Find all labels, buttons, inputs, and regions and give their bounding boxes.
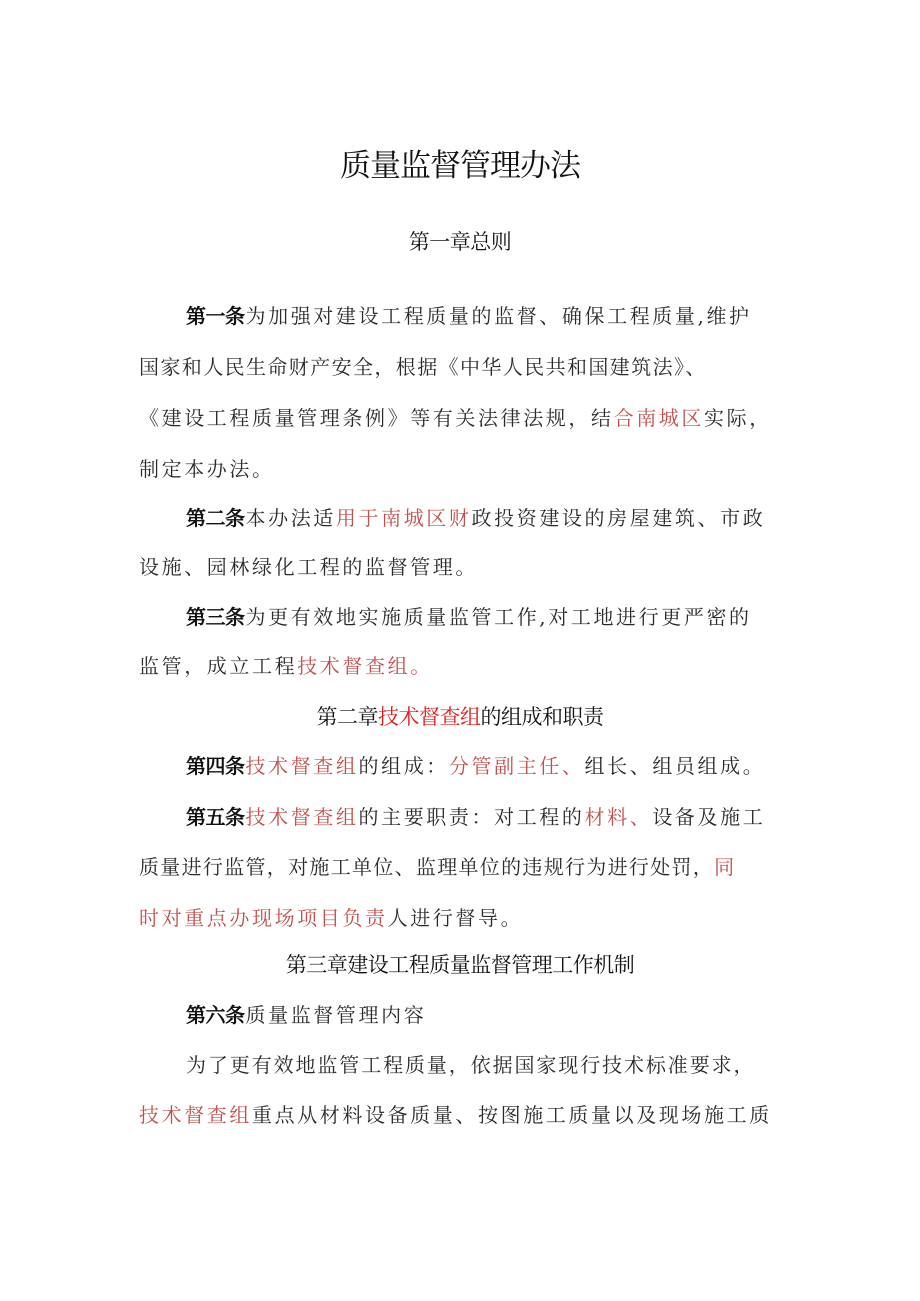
highlight-tech-group: 技术督查组。: [297, 654, 433, 678]
article-3-label: 第三条: [186, 605, 245, 629]
article-4-line-1: 第四条技术督查组的组成：分管副主任、组长、组员组成。: [186, 754, 766, 778]
article-1-line-2: 国家和人民生命财产安全，根据《中华人民共和国建筑法》、: [139, 355, 707, 379]
article-4-label: 第四条: [186, 754, 245, 778]
chapter-2-highlight: 技术督查组: [378, 705, 481, 729]
article-6-label: 第六条: [186, 1003, 245, 1027]
article-2-line-2: 设施、园林绿化工程的监督管理。: [139, 555, 478, 579]
article-5-label: 第五条: [186, 805, 245, 829]
article-5-line-3: 时对重点办现场项目负责人进行督导。: [139, 906, 524, 930]
chapter-1-heading: 第一章总则: [408, 230, 512, 254]
article-5-line-2: 质量进行监管，对施工单位、监理单位的违规行为进行处罚，同: [139, 855, 736, 879]
article-3-line-2: 监管，成立工程技术督查组。: [139, 654, 433, 678]
highlight-scope: 用于南城区财: [335, 506, 472, 530]
article-6-line-1: 第六条质量监督管理内容: [186, 1003, 427, 1027]
document-title: 质量监督管理办法: [340, 148, 580, 184]
highlight-nancheng: 合南城区: [613, 406, 705, 430]
article-3-line-1: 第三条为更有效地实施质量监管工作,对工地进行更严密的: [186, 605, 752, 629]
article-1-label: 第一条: [186, 304, 245, 328]
article-2-line-1: 第二条本办法适用于南城区财政投资建设的房屋建筑、市政: [186, 506, 766, 530]
article-1-line-1: 第一条为加强对建设工程质量的监督、确保工程质量,维护: [186, 304, 752, 328]
chapter-3-heading: 第三章建设工程质量监督管理工作机制: [285, 953, 635, 977]
chapter-2-heading: 第二章技术督查组的组成和职责: [316, 705, 604, 729]
article-1-line-3: 《建设工程质量管理条例》等有关法律法规，结合南城区实际，: [139, 406, 772, 430]
article-5-line-1: 第五条技术督查组的主要职责：对工程的材料、设备及施工: [186, 805, 766, 829]
article-2-label: 第二条: [186, 506, 245, 530]
article-6-para-line-1: 为了更有效地监管工程质量，依据国家现行技术标准要求，: [186, 1053, 756, 1077]
article-1-line-4: 制定本办法。: [139, 457, 275, 481]
article-6-para-line-2: 技术督查组重点从材料设备质量、按图施工质量以及现场施工质: [139, 1103, 772, 1127]
